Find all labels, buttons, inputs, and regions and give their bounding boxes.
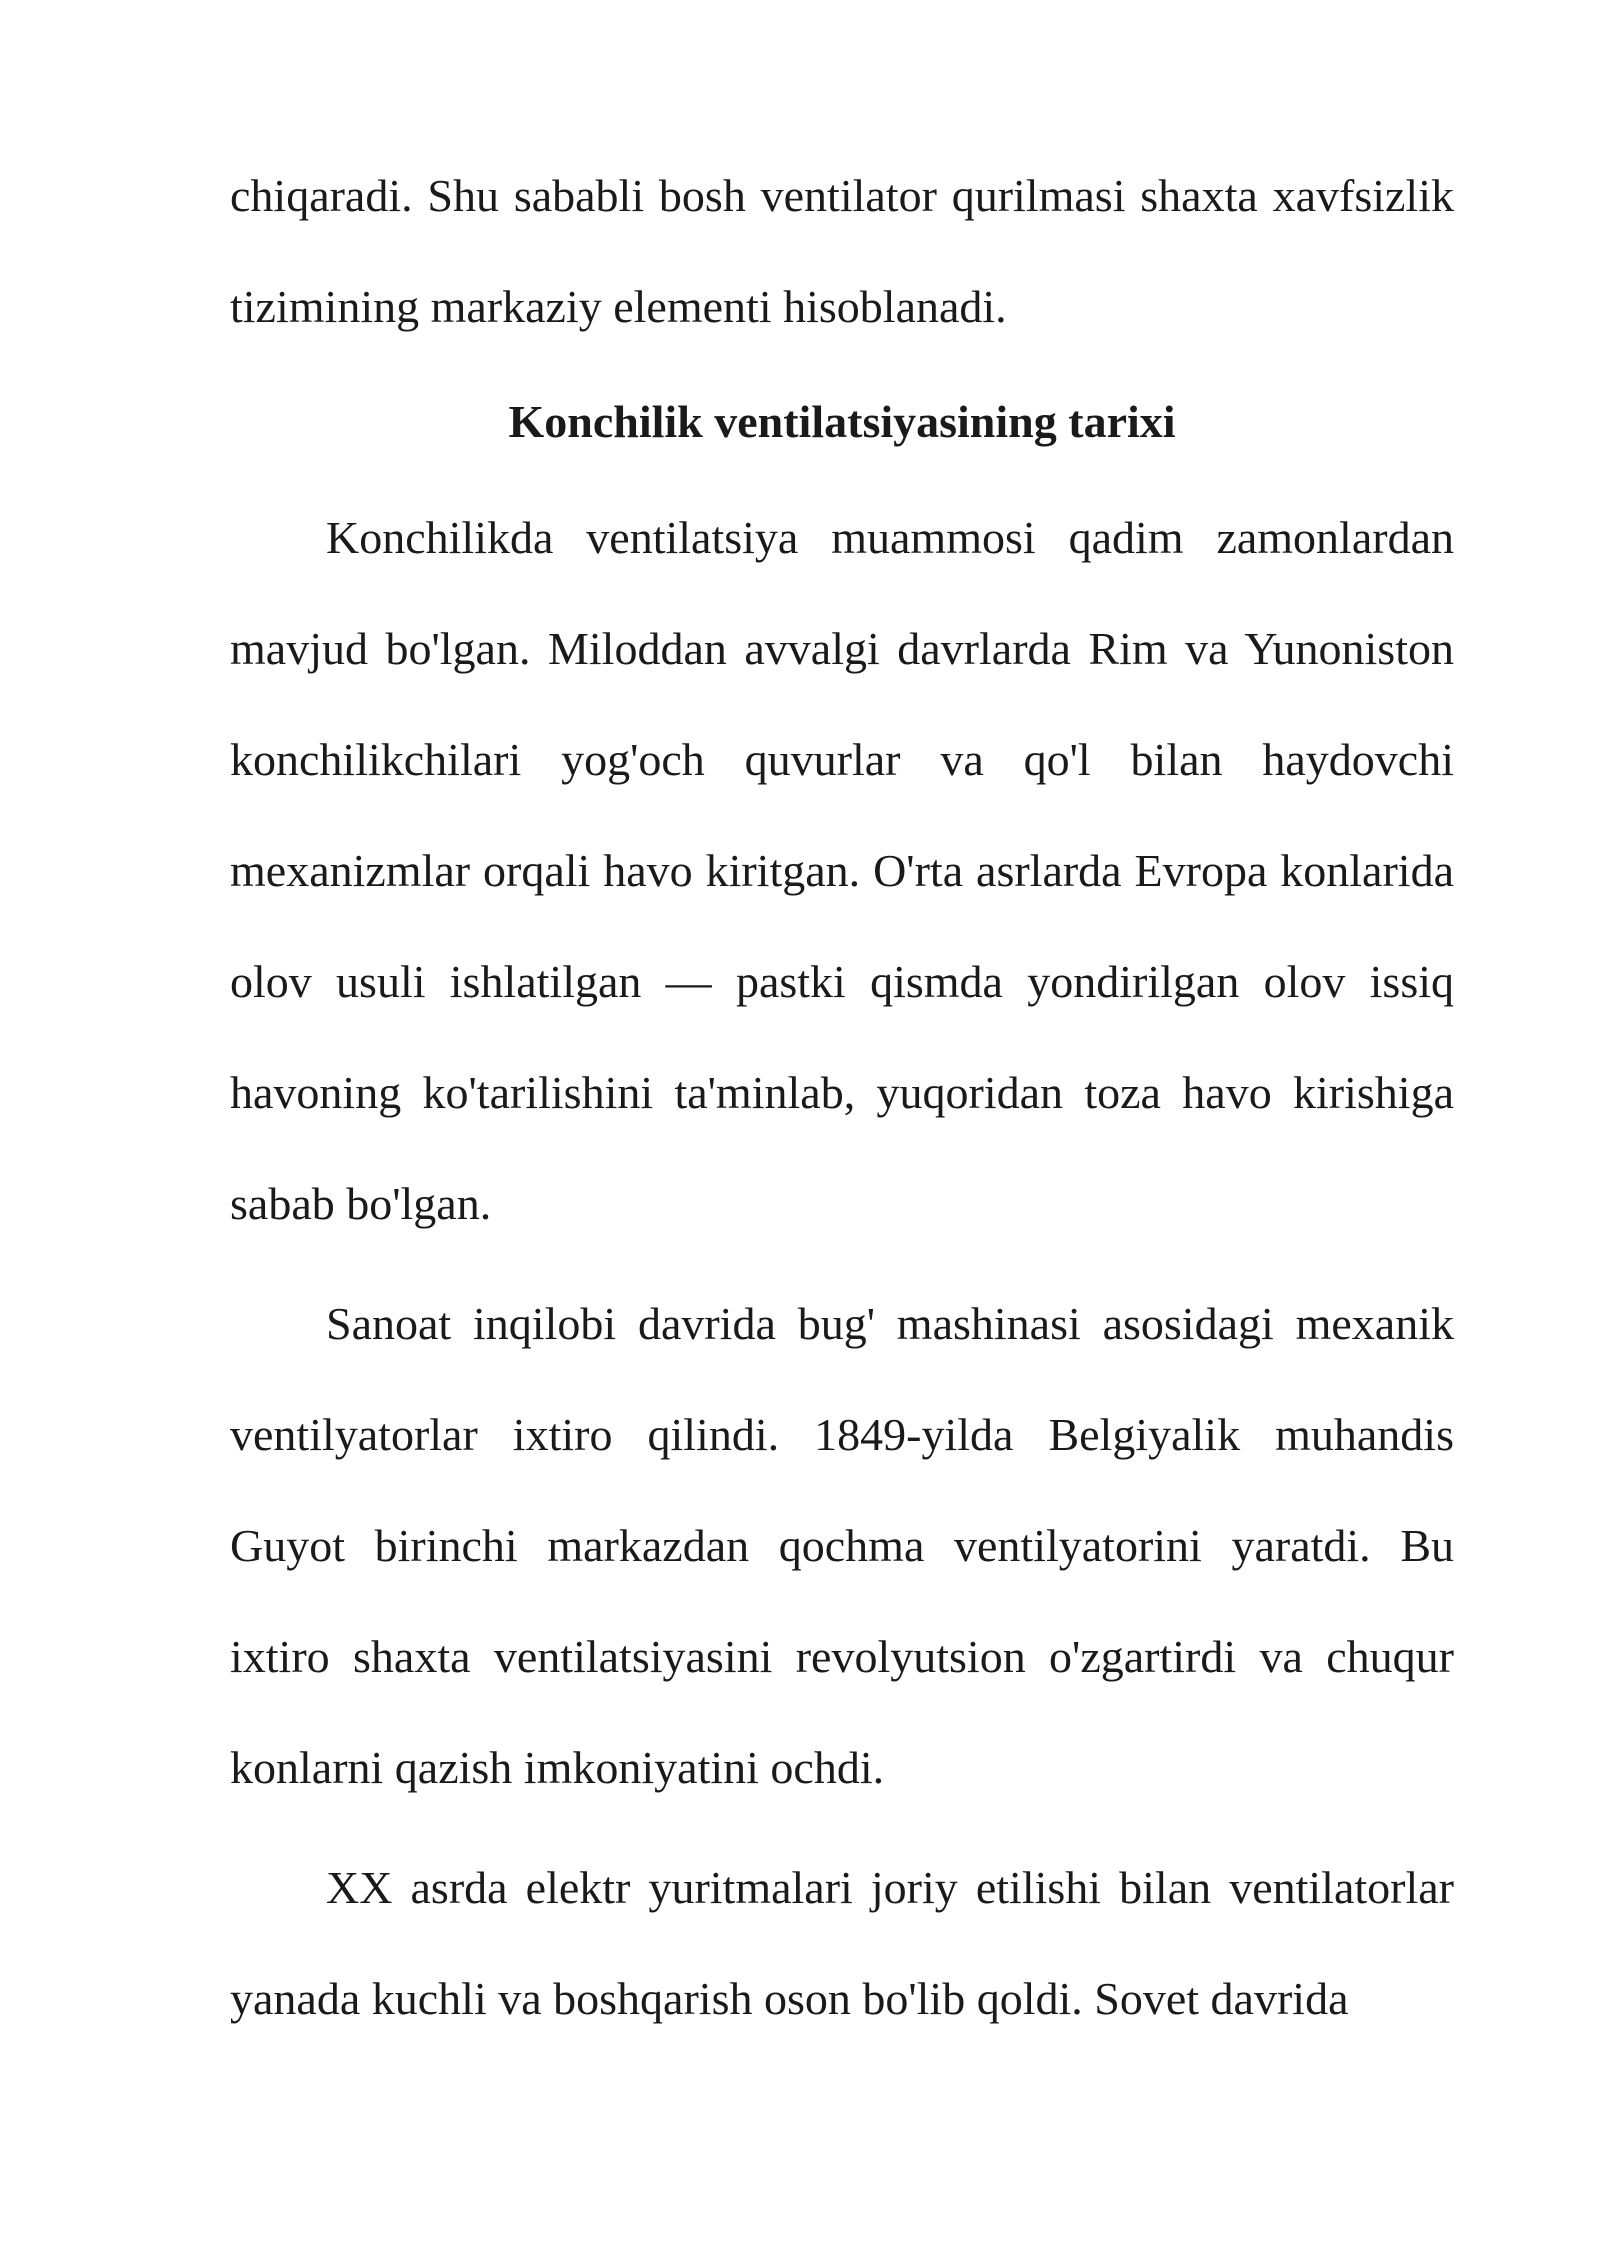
paragraph-2: Sanoat inqilobi davrida bug' mashinasi asosidagi mexanik ventilyatorlar ixtiro qilindi. 1849-yilda Belgiyalik muhandis Guyot birinchi markazdan qochma ventilyatorini yaratdi. Bu ixtiro shaxta ventilatsiyasini revolyutsion o'zgartirdi va chuqur konlarni qazish imkoniyatini ochdi. bbox=[230, 1298, 1454, 1793]
paragraph-1: Konchilikda ventilatsiya muammosi qadim zamonlardan mavjud bo'lgan. Miloddan avvalgi davrlarda Rim va Yunoniston konchilikchilari yog'och quvurlar va qo'l bilan haydovchi mexanizmlar orqali havo kiritgan. O'rta asrlarda Evropa konlarida olov usuli ishlatilgan — pastki qismda yondirilgan olov issiq havoning ko'tarilishini ta'minlab, yuqoridan toza havo kirishiga sabab bo'lgan. bbox=[230, 512, 1454, 1229]
paragraph-3: XX asrda elektr yuritmalari joriy etilishi bilan ventilatorlar yanada kuchli va boshqarish oson bo'lib qoldi. Sovet davrida bbox=[230, 1862, 1454, 2024]
document-page bbox=[230, 140, 1454, 2054]
section-heading: Konchilik ventilatsiyasining tarixi bbox=[508, 396, 1176, 447]
continuation-paragraph: chiqaradi. Shu sababli bosh ventilator qurilmasi shaxta xavfsizlik tizimining markaziy elementi hisoblanadi. bbox=[230, 170, 1454, 332]
